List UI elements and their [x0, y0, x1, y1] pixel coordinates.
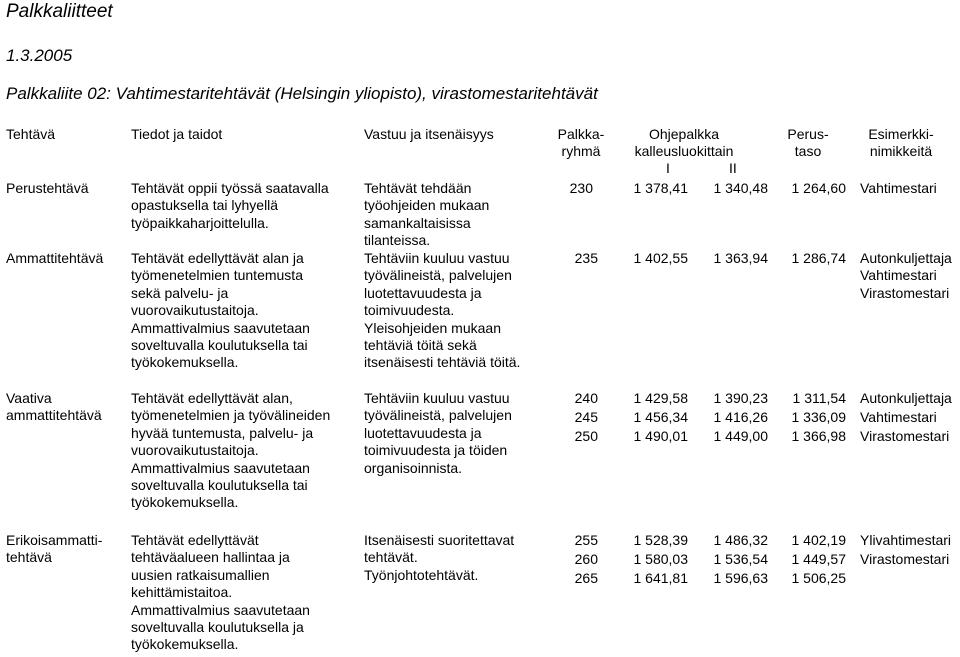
row-base [770, 249, 846, 268]
group-value: 265 [574, 570, 598, 586]
class-i-value: 1 641,81 [633, 570, 688, 586]
skills-line: Ammattivalmius saavutetaan [131, 319, 310, 336]
header-tiedot: Tiedot ja taidot [131, 126, 223, 142]
task-line: ammattitehtävä [6, 407, 102, 424]
page-title: Palkkaliitteet [6, 1, 113, 22]
row-groups [548, 389, 598, 446]
row-responsibility [364, 390, 512, 477]
group-value: 260 [574, 551, 598, 567]
row-class-i [610, 389, 688, 446]
task-line: Erikoisammatti- [6, 532, 103, 548]
responsibility-line: työohjeiden mukaan [364, 197, 490, 214]
row-class-i [610, 249, 688, 268]
header-ohjepalkka-line: kalleusluokittain [634, 143, 734, 159]
task-line: Ammattitehtävä [6, 250, 104, 266]
class-ii-value: 1 363,94 [713, 250, 768, 266]
base-value: 1 336,09 [791, 409, 846, 425]
skills-line: työmenetelmien ja työvälineiden [131, 407, 331, 424]
class-ii-value: 1 416,26 [713, 409, 768, 425]
responsibility-line: luotettavuudesta ja [364, 284, 482, 301]
class-i-value: 1 402,55 [633, 250, 688, 266]
skills-line: soveltuvalla koulutuksella ja [131, 619, 304, 636]
title-value: Ylivahtimestari [860, 532, 952, 548]
row-titles [860, 531, 956, 569]
responsibility-line: itsenäisesti tehtäviä töitä. [364, 354, 521, 371]
responsibility-line: toimivuudesta ja töiden [364, 442, 508, 459]
row-skills [131, 180, 329, 232]
responsibility-line: tehtäviä töitä sekä [364, 337, 477, 354]
header-ohjepalkka [614, 126, 754, 160]
header-esimerkki [846, 126, 956, 160]
row-class-i [610, 531, 688, 588]
skills-line: sekä palvelu- ja [131, 284, 229, 301]
skills-line: hyvää tuntemusta, palvelu- ja [131, 424, 314, 441]
group-value: 245 [574, 409, 598, 425]
base-value: 1 264,60 [791, 180, 846, 196]
task-line: Perustehtävä [6, 180, 89, 196]
page-subtitle: Palkkaliite 02: Vahtimestaritehtävät (Helsingin yliopisto), virastomestaritehtävät [6, 84, 598, 103]
responsibility-line: Tehtäviin kuuluu vastuu [364, 250, 510, 266]
class-i-value: 1 490,01 [633, 428, 688, 444]
skills-line: soveltuvalla koulutuksella tai [131, 337, 308, 354]
group-value: 255 [574, 532, 598, 548]
row-skills [131, 250, 310, 372]
skills-line: Tehtävät oppii työssä saatavalla [131, 180, 329, 196]
skills-line: työkokemuksella. [131, 636, 239, 653]
skills-line: vuorovaikutustaitoja. [131, 302, 259, 319]
skills-line: soveltuvalla koulutuksella tai [131, 477, 308, 494]
group-value: 250 [574, 428, 598, 444]
responsibility-line: luotettavuudesta ja [364, 424, 482, 441]
responsibility-line: tehtävät. [364, 549, 418, 566]
title-value: Virastomestari [860, 284, 950, 301]
group-value: 230 [569, 180, 593, 196]
responsibility-line: Yleisohjeiden mukaan [364, 319, 501, 336]
class-i-value: 1 429,58 [633, 390, 688, 406]
skills-line: Tehtävät edellyttävät alan, [131, 390, 293, 406]
row-task [6, 532, 102, 567]
header-luokka-i: I [666, 160, 670, 176]
skills-line: Tehtävät edellyttävät [131, 532, 259, 548]
skills-line: Ammattivalmius saavutetaan [131, 459, 310, 476]
base-value: 1 402,19 [791, 532, 846, 548]
skills-line: vuorovaikutustaitoja. [131, 442, 259, 459]
responsibility-line: Tehtäviin kuuluu vastuu [364, 390, 510, 406]
skills-line: Ammattivalmius saavutetaan [131, 601, 310, 618]
header-tehtava: Tehtävä [6, 126, 56, 142]
header-perustaso-line: Perus- [787, 126, 829, 142]
row-skills [131, 390, 330, 512]
skills-line: opastuksella tai lyhyellä [131, 197, 279, 214]
row-titles [860, 180, 937, 197]
task-line: Vaativa [6, 390, 52, 406]
header-esimerkki-line: nimikkeitä [869, 143, 933, 159]
title-value: Autonkuljettaja [860, 390, 952, 406]
skills-line: tehtäväalueen hallintaa ja [131, 549, 290, 566]
row-titles [860, 250, 952, 302]
row-groups [548, 179, 593, 198]
class-ii-value: 1 596,63 [713, 570, 768, 586]
row-base [770, 531, 846, 588]
header-ohjepalkka-line: Ohjepalkka [648, 126, 720, 142]
title-value: Autonkuljettaja [860, 250, 952, 266]
task-line: tehtävä [6, 549, 52, 566]
header-palkkaryhma-line: Palkka- [557, 126, 605, 142]
class-ii-value: 1 390,23 [713, 390, 768, 406]
class-i-value: 1 528,39 [633, 532, 688, 548]
header-luokka-ii: II [729, 160, 737, 176]
skills-line: työpaikkaharjoittelulla. [131, 214, 269, 231]
title-value: Vahtimestari [860, 180, 937, 196]
row-class-ii [690, 531, 768, 588]
class-ii-value: 1 340,48 [713, 180, 768, 196]
title-value: Vahtimestari [860, 409, 937, 425]
header-vastuu: Vastuu ja itsenäisyys [364, 126, 494, 142]
responsibility-line: toimivuudesta. [364, 302, 455, 319]
base-value: 1 449,57 [791, 551, 846, 567]
class-i-value: 1 456,34 [633, 409, 688, 425]
group-value: 235 [574, 250, 598, 266]
class-ii-value: 1 449,00 [713, 428, 768, 444]
row-responsibility [364, 532, 514, 584]
group-value: 240 [574, 390, 598, 406]
row-task [6, 390, 102, 425]
header-palkkaryhma-line: ryhmä [561, 143, 601, 159]
skills-line: kehittämistaitoa. [131, 584, 233, 601]
row-titles [860, 389, 956, 446]
title-value: Virastomestari [860, 428, 950, 444]
responsibility-line: tilanteissa. [364, 232, 431, 249]
base-value: 1 286,74 [791, 250, 846, 266]
row-skills [131, 532, 310, 654]
class-i-value: 1 580,03 [633, 551, 688, 567]
responsibility-line: Tehtävät tehdään [364, 180, 472, 196]
base-value: 1 366,98 [791, 428, 846, 444]
class-ii-value: 1 536,54 [713, 551, 768, 567]
class-ii-value: 1 486,32 [713, 532, 768, 548]
row-task [6, 250, 103, 267]
base-value: 1 311,54 [792, 390, 846, 406]
title-value: Vahtimestari [860, 267, 937, 284]
row-responsibility [364, 250, 520, 372]
row-groups [548, 249, 598, 268]
responsibility-line: työvälineistä, palvelujen [364, 267, 512, 284]
responsibility-line: organisoinnista. [364, 459, 463, 476]
skills-line: työkokemuksella. [131, 494, 239, 511]
responsibility-line: Työnjohtotehtävät. [364, 566, 479, 583]
header-esimerkki-line: Esimerkki- [868, 126, 934, 142]
skills-line: Tehtävät edellyttävät alan ja [131, 250, 304, 266]
skills-line: työkokemuksella. [131, 354, 239, 371]
row-class-ii [690, 389, 768, 446]
row-base [770, 389, 846, 446]
header-perustaso-line: taso [794, 143, 822, 159]
row-groups [548, 531, 598, 588]
responsibility-line: samankaltaisissa [364, 214, 471, 231]
page-date: 1.3.2005 [6, 46, 73, 65]
title-value: Virastomestari [860, 551, 950, 567]
row-task [6, 180, 89, 197]
class-i-value: 1 378,41 [633, 180, 688, 196]
skills-line: työmenetelmien tuntemusta [131, 267, 303, 284]
skills-line: uusien ratkaisumallien [131, 566, 270, 583]
header-palkkaryhma [548, 126, 614, 160]
responsibility-line: työvälineistä, palvelujen [364, 407, 512, 424]
row-class-i [610, 179, 688, 198]
row-base [770, 179, 846, 198]
base-value: 1 506,25 [791, 570, 846, 586]
row-class-ii [690, 249, 768, 268]
row-responsibility [364, 180, 489, 250]
row-class-ii [690, 179, 768, 198]
header-perustaso [770, 126, 846, 160]
responsibility-line: Itsenäisesti suoritettavat [364, 532, 515, 548]
